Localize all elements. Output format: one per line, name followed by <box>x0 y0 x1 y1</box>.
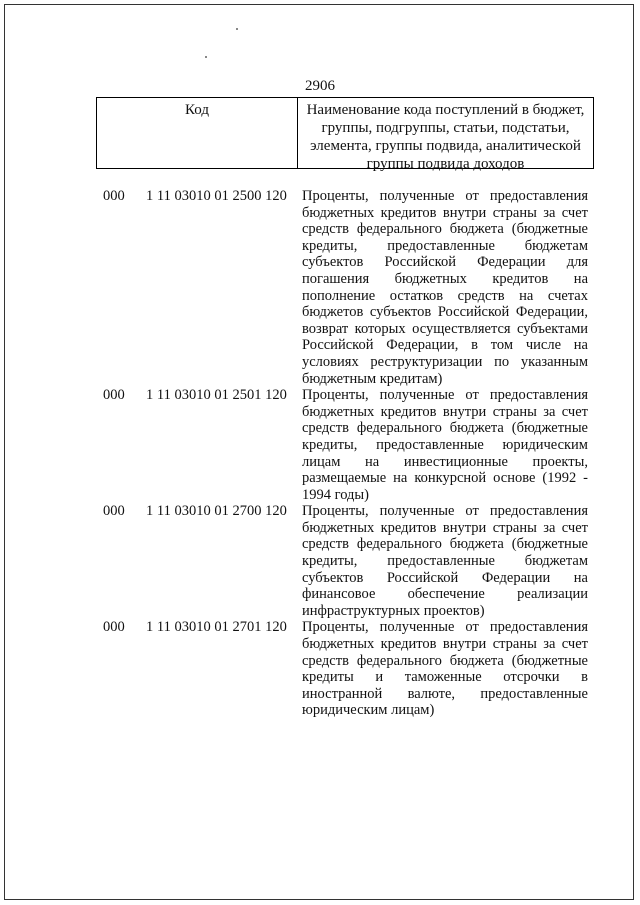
revenue-code: 1 11 03010 01 2700 120 <box>146 503 287 520</box>
table-body <box>0 188 640 719</box>
revenue-code: 1 11 03010 01 2500 120 <box>146 188 287 204</box>
table-row <box>0 387 640 503</box>
header-name-cell: Наименование кода поступлений в бюджет, группы, подгруппы, статьи, подстатьи, элемента, группы подвида, аналитической группы подвида доходов <box>306 102 585 172</box>
admin-code: 000 <box>103 387 125 404</box>
scan-speck <box>236 28 238 30</box>
admin-code: 000 <box>103 619 125 636</box>
table-row <box>0 503 640 619</box>
revenue-description: Проценты, полученные от предоставления бюджетных кредитов внутри страны за счет средств федерального бюджета (бюджетные кредиты, предоставленные бюджетам субъектов Российской Федерации на финансовое обеспечение реализации инфраструктурных проектов) <box>302 503 588 619</box>
table-row <box>0 619 640 719</box>
revenue-code: 1 11 03010 01 2701 120 <box>146 619 287 636</box>
revenue-code: 1 11 03010 01 2501 120 <box>146 387 287 404</box>
table-header <box>96 97 594 172</box>
page-number: 2906 <box>305 78 335 94</box>
header-code-cell: Код <box>97 98 298 168</box>
admin-code: 000 <box>103 188 125 204</box>
revenue-description: Проценты, полученные от предоставления бюджетных кредитов внутри страны за счет средств федерального бюджета (бюджетные кредиты, предоставленные бюджетам субъектов Российской Федерации для погашения бюджетных кредитов на пополнение остатков средств на счетах бюджетов субъектов Российской Федерации, возврат которых осуществляется субъектами Российской Федерации, в том числе на условиях реструктуризации по указанным бюджетным кредитам) <box>302 188 588 387</box>
revenue-description: Проценты, полученные от предоставления бюджетных кредитов внутри страны за счет средств федерального бюджета (бюджетные кредиты и таможенные отсрочки в иностранной валюте, предоставленные юридическим лицам) <box>302 619 588 719</box>
admin-code: 000 <box>103 503 125 520</box>
table-row <box>0 188 640 387</box>
scan-speck <box>205 56 207 58</box>
revenue-description: Проценты, полученные от предоставления бюджетных кредитов внутри страны за счет средств федерального бюджета (бюджетные кредиты, предоставленные юридическим лицам на инвестиционные проекты, размещаемые на конкурсной основе (1992 - 1994 годы) <box>302 387 588 503</box>
